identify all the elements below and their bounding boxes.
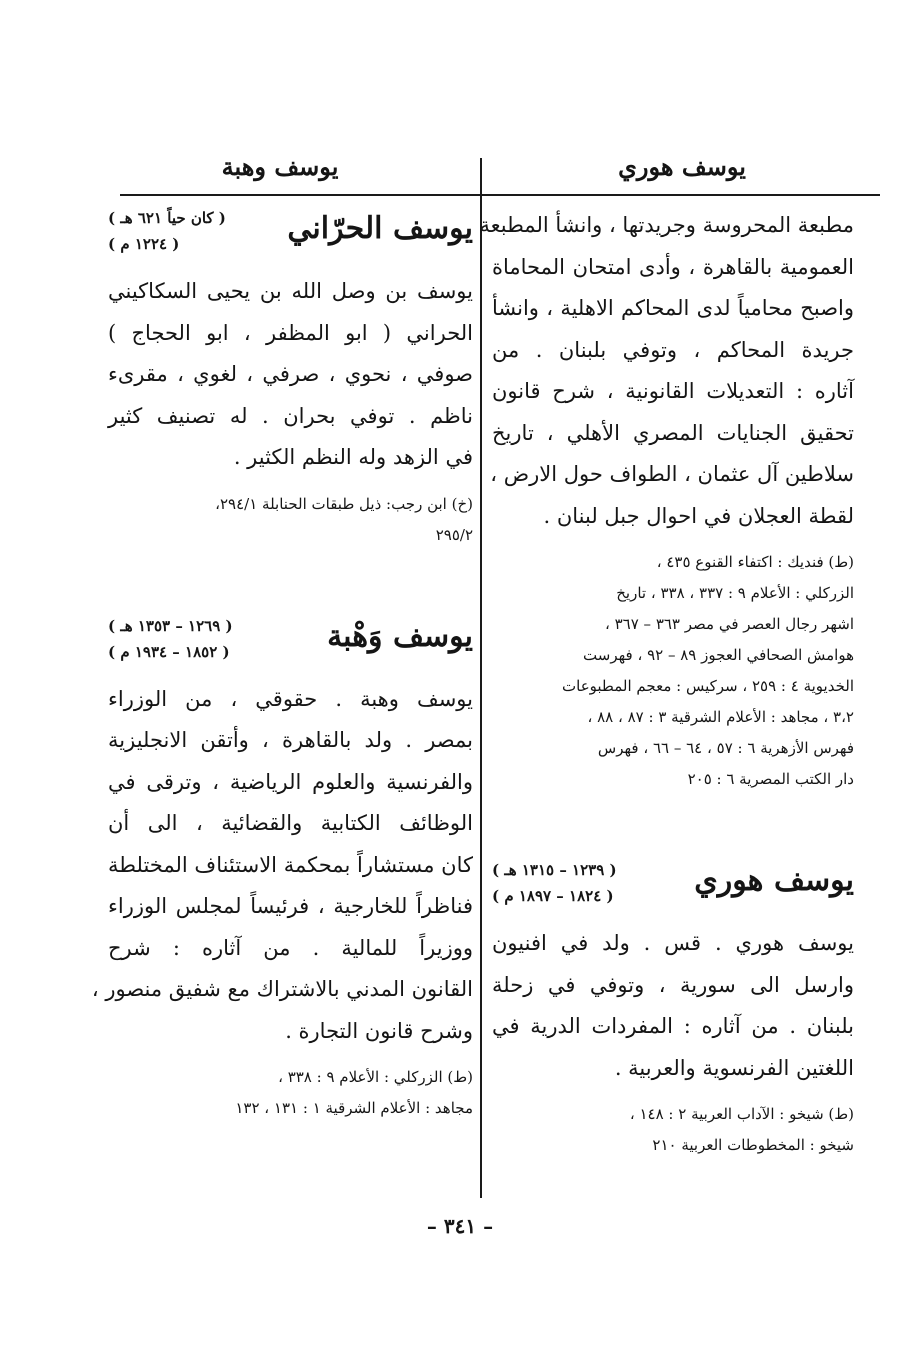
- page-number: – ٣٤١ –: [426, 1214, 494, 1238]
- body-line: تحقيق الجنايات المصري الأهلي ، تاريخ: [492, 420, 854, 445]
- entry-name: يوسف الحرّاني: [287, 211, 473, 246]
- body-line: فناظراً للخارجية ، فرئيساً لمجلس الوزراء: [108, 894, 473, 918]
- body-line: وارسل الى سورية ، وتوفي في زحلة: [492, 972, 854, 997]
- body-line: يوسف وهبة . حقوقي ، من الوزراء: [108, 686, 473, 711]
- entry-yusuf-wahba: [91, 613, 473, 1125]
- entry-heading: [492, 857, 854, 923]
- entry-body: [91, 679, 473, 1053]
- entry-date-miladi: ( ١٢٢٤ م ): [108, 235, 180, 253]
- body-line: بلبنان . من آثاره : المفردات الدرية في: [492, 1014, 854, 1038]
- body-line: جريدة المحاكم ، وتوفي بلبنان . من: [492, 337, 854, 362]
- body-line: مطبعة المحروسة وجريدتها ، وانشأ المطبعة: [479, 213, 854, 237]
- entry-date-miladi: ( ١٨٢٤ – ١٨٩٧ م ): [492, 887, 614, 905]
- entry-yusuf-houri: [492, 857, 854, 1161]
- reference-line: دار الكتب المصرية ٦ : ٢٠٥: [687, 770, 854, 788]
- entry-date-miladi: ( ١٨٥٢ – ١٩٣٤ م ): [108, 642, 230, 661]
- entry-references: [492, 547, 854, 795]
- right-column: [479, 205, 854, 1161]
- body-line: ناظم . توفي بحران . له تصنيف كثير: [108, 403, 473, 428]
- reference-line: الخديوية ٤ : ٢٥٩ ، سركيس : معجم المطبوعات: [562, 677, 854, 695]
- entry-continuation: [479, 205, 854, 795]
- entry-heading: [108, 613, 473, 679]
- entry-yusuf-harrani: [108, 205, 473, 551]
- reference-line: اشهر رجال العصر في مصر ٣٦٣ – ٣٦٧ ،: [604, 615, 854, 633]
- entry-name: يوسف هوري: [694, 863, 854, 898]
- entry-references: [108, 1062, 473, 1124]
- reference-line: الزركلي : الأعلام ٩ : ٣٣٧ ، ٣٣٨ ، تاريخ: [616, 584, 854, 602]
- body-line: واصبح محامياً لدى المحاكم الاهلية ، وانشأ: [492, 296, 854, 320]
- body-line: والفرنسية والعلوم الرياضية ، وترقى في: [108, 769, 473, 794]
- running-header-right: يوسف هوري: [618, 152, 746, 181]
- reference-line: ٢٩٥/٢: [435, 525, 473, 544]
- entry-date-hijri: ( كان حياً ٦٢١ هـ ): [108, 209, 226, 227]
- body-line: كان مستشاراً بمحكمة الاستئناف المختلطة: [108, 852, 473, 877]
- entry-references: [492, 1099, 854, 1161]
- left-column: [91, 205, 473, 1124]
- body-line: الوظائف الكتابية والقضائية ، الى أن: [108, 811, 473, 835]
- entry-name: يوسف وَهْبة: [327, 618, 473, 654]
- running-header-left: يوسف وهبة: [221, 152, 339, 181]
- entry-references: [108, 489, 473, 551]
- header-rule: [120, 194, 880, 196]
- body-line: سلاطين آل عثمان ، الطواف حول الارض ،: [490, 462, 854, 486]
- body-line: القانون المدني بالاشتراك مع شفيق منصور ،: [91, 977, 473, 1001]
- reference-line: (خ) ابن رجب: ذيل طبقات الحنابلة ٢٩٤/١،: [215, 494, 473, 513]
- body-line: لقطة العجلان في احوال جبل لبنان .: [543, 503, 854, 528]
- entry-heading: [108, 205, 473, 271]
- entry-body: [492, 923, 854, 1089]
- body-line: وشرح قانون التجارة .: [285, 1018, 473, 1043]
- entry-date-hijri: ( ١٢٦٩ – ١٣٥٣ هـ ): [108, 616, 233, 635]
- body-line: بمصر . ولد بالقاهرة ، وأتقن الانجليزية: [108, 728, 473, 752]
- reference-line: فهرس الأزهرية ٦ : ٥٧ ، ٦٤ – ٦٦ ، فهرس: [597, 739, 854, 757]
- body-line: في الزهد وله النظم الكثير .: [233, 445, 473, 469]
- entry-body: [479, 205, 854, 537]
- entry-date-hijri: ( ١٢٣٩ – ١٣١٥ هـ ): [492, 861, 617, 879]
- body-line: العمومية بالقاهرة ، وأدى امتحان المحاماة: [492, 254, 854, 279]
- body-line: صوفي ، نحوي ، صرفي ، لغوي ، مقرىء: [108, 362, 473, 386]
- body-line: ووزيراً للمالية . من آثاره : شرح: [108, 935, 473, 960]
- reference-line: ٣،٢ ، مجاهد : الأعلام الشرقية ٣ : ٨٧ ، ٨٨ ،: [587, 708, 854, 726]
- entry-body: [108, 271, 473, 479]
- reference-line: شيخو : المخطوطات العربية ٢١٠: [652, 1136, 854, 1154]
- body-line: يوسف بن وصل الله بن يحيى السكاكيني: [108, 279, 473, 303]
- reference-line: (ط) شيخو : الآداب العربية ٢ : ١٤٨ ،: [629, 1105, 854, 1123]
- body-line: الحراني ( ابو المظفر ، ابو الحجاج ): [108, 320, 473, 345]
- reference-line: هوامش الصحافي العجوز ٨٩ – ٩٢ ، فهرست: [583, 646, 854, 664]
- body-line: يوسف هوري . قس . ولد في افنيون: [492, 931, 854, 955]
- reference-line: (ط) الزركلي : الأعلام ٩ : ٣٣٨ ،: [278, 1068, 473, 1086]
- reference-line: (ط) فنديك : اكتفاء القنوع ٤٣٥ ،: [656, 553, 854, 571]
- body-line: اللغتين الفرنسوية والعربية .: [614, 1055, 854, 1080]
- column-divider: [480, 158, 482, 1198]
- reference-line: مجاهد : الأعلام الشرقية ١ : ١٣١ ، ١٣٢: [235, 1099, 473, 1117]
- body-line: آثاره : التعديلات القانونية ، شرح قانون: [492, 379, 854, 403]
